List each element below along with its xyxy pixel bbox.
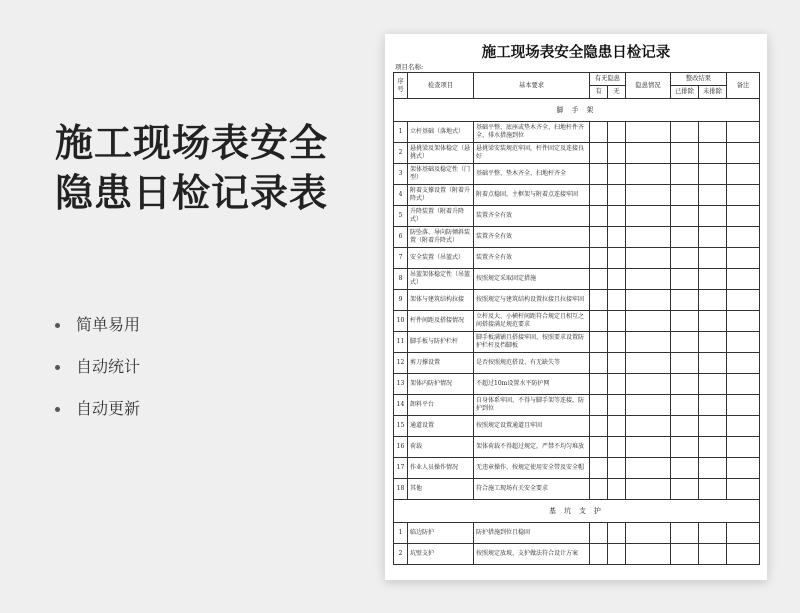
cell-done	[671, 437, 699, 458]
row-item: 吊篮架体稳定性（吊篮式）	[408, 269, 474, 290]
row-requirement: 装置齐全有效	[474, 206, 590, 227]
row-number: 11	[394, 332, 408, 353]
cell-yes	[590, 458, 608, 479]
cell-remark	[727, 227, 760, 248]
row-number: 7	[394, 248, 408, 269]
table-row	[394, 353, 760, 374]
cell-remark	[727, 269, 760, 290]
cell-remark	[727, 374, 760, 395]
cell-situation	[626, 458, 671, 479]
cell-done	[671, 185, 699, 206]
cell-yes	[590, 523, 608, 544]
section-row	[394, 99, 760, 122]
cell-done	[671, 544, 699, 565]
cell-done	[671, 143, 699, 164]
cell-done	[671, 374, 699, 395]
table-row	[394, 544, 760, 565]
cell-situation	[626, 523, 671, 544]
bullet-dot-icon	[55, 407, 60, 412]
cell-no	[608, 164, 626, 185]
cell-situation	[626, 479, 671, 500]
row-item: 防坠落、导向防倾斜装置（附着升降式）	[408, 227, 474, 248]
row-requirement: 附着点稳固，主框架与附着点连接牢固	[474, 185, 590, 206]
cell-remark	[727, 353, 760, 374]
cell-yes	[590, 164, 608, 185]
row-number: 3	[394, 164, 408, 185]
cell-undone	[699, 143, 727, 164]
cell-situation	[626, 290, 671, 311]
section-row	[394, 500, 760, 523]
cell-undone	[699, 311, 727, 332]
cell-situation	[626, 248, 671, 269]
cell-no	[608, 311, 626, 332]
hero-title-line-2: 隐患日检记录表	[55, 171, 329, 215]
row-number: 10	[394, 311, 408, 332]
cell-no	[608, 416, 626, 437]
cell-situation	[626, 416, 671, 437]
cell-situation	[626, 374, 671, 395]
cell-undone	[699, 416, 727, 437]
row-requirement: 架体荷载不得超过规定，严禁不均匀堆放	[474, 437, 590, 458]
bullet-dot-icon	[55, 365, 60, 370]
project-name-label: 项目名称:	[395, 63, 424, 71]
col-situation: 隐患情况	[626, 73, 671, 99]
cell-yes	[590, 437, 608, 458]
row-requirement: 基础平整、垫木齐全、扫地杆齐全	[474, 164, 590, 185]
cell-no	[608, 437, 626, 458]
table-row	[394, 523, 760, 544]
row-item: 坑壁支护	[408, 544, 474, 565]
row-requirement: 悬挑梁安装规范牢固，杆件固定及连接良好	[474, 143, 590, 164]
cell-situation	[626, 206, 671, 227]
row-number: 9	[394, 290, 408, 311]
row-requirement: 按照规定与建筑结构设置拉接且拉接牢固	[474, 290, 590, 311]
row-item: 通道设置	[408, 416, 474, 437]
cell-situation	[626, 122, 671, 143]
document-preview	[385, 34, 767, 580]
cell-situation	[626, 353, 671, 374]
row-requirement: 按照规定放坡、支护做法符合设计方案	[474, 544, 590, 565]
cell-done	[671, 248, 699, 269]
col-item: 检查项目	[408, 73, 474, 99]
row-number: 14	[394, 395, 408, 416]
table-row	[394, 374, 760, 395]
cell-no	[608, 248, 626, 269]
table-row	[394, 269, 760, 290]
feature-label: 自动统计	[76, 357, 141, 376]
cell-undone	[699, 290, 727, 311]
hero-title-line-1: 施工现场表安全	[55, 121, 329, 165]
cell-no	[608, 332, 626, 353]
row-number: 5	[394, 206, 408, 227]
cell-undone	[699, 479, 727, 500]
cell-undone	[699, 227, 727, 248]
cell-undone	[699, 185, 727, 206]
cell-remark	[727, 437, 760, 458]
cell-no	[608, 479, 626, 500]
cell-situation	[626, 269, 671, 290]
cell-yes	[590, 479, 608, 500]
row-item: 临边防护	[408, 523, 474, 544]
row-number: 8	[394, 269, 408, 290]
cell-remark	[727, 479, 760, 500]
table-row	[394, 185, 760, 206]
col-no: 无	[608, 86, 626, 99]
cell-no	[608, 374, 626, 395]
row-requirement: 无违章操作、按规定使用安全带及安全帽	[474, 458, 590, 479]
row-item: 悬挑梁及架体稳定（悬挑式）	[408, 143, 474, 164]
cell-no	[608, 122, 626, 143]
cell-undone	[699, 164, 727, 185]
row-number: 13	[394, 374, 408, 395]
table-row	[394, 206, 760, 227]
row-number: 15	[394, 416, 408, 437]
table-row	[394, 290, 760, 311]
row-item: 其他	[408, 479, 474, 500]
cell-yes	[590, 122, 608, 143]
cell-yes	[590, 143, 608, 164]
cell-no	[608, 269, 626, 290]
col-remark: 备注	[727, 73, 760, 99]
row-requirement: 脚手板满铺且搭接牢固、按照要求设置防护栏杆及挡脚板	[474, 332, 590, 353]
row-requirement: 装置齐全有效	[474, 227, 590, 248]
table-row	[394, 479, 760, 500]
cell-situation	[626, 185, 671, 206]
feature-label: 简单易用	[76, 315, 141, 334]
row-requirement: 防护措施到位且稳固	[474, 523, 590, 544]
col-seq: 序号	[394, 73, 408, 99]
row-item: 架体基础及稳定性（门型）	[408, 164, 474, 185]
hero-title	[55, 118, 328, 218]
cell-undone	[699, 523, 727, 544]
row-requirement: 按照规定设置通道且牢固	[474, 416, 590, 437]
table-row	[394, 143, 760, 164]
cell-undone	[699, 458, 727, 479]
cell-remark	[727, 544, 760, 565]
col-rectify: 整改结果	[671, 73, 727, 86]
cell-situation	[626, 437, 671, 458]
row-item: 架体与建筑结构拉接	[408, 290, 474, 311]
cell-done	[671, 311, 699, 332]
cell-undone	[699, 248, 727, 269]
cell-yes	[590, 311, 608, 332]
col-has-hazard: 有无隐患	[590, 73, 626, 86]
table-row	[394, 227, 760, 248]
bullet-dot-icon	[55, 323, 60, 328]
row-item: 架体内防护情况	[408, 374, 474, 395]
cell-done	[671, 332, 699, 353]
cell-no	[608, 458, 626, 479]
row-requirement: 不超过10m设置水平防护网	[474, 374, 590, 395]
table-row	[394, 122, 760, 143]
cell-remark	[727, 416, 760, 437]
cell-undone	[699, 395, 727, 416]
table-row	[394, 437, 760, 458]
row-item: 作业人员操作情况	[408, 458, 474, 479]
cell-no	[608, 523, 626, 544]
row-requirement: 基础平整、底座或垫木齐全、扫地杆件齐全、排水措施到位	[474, 122, 590, 143]
table-row	[394, 164, 760, 185]
row-item: 荷载	[408, 437, 474, 458]
cell-done	[671, 523, 699, 544]
cell-situation	[626, 164, 671, 185]
row-number: 1	[394, 523, 408, 544]
cell-remark	[727, 311, 760, 332]
row-number: 4	[394, 185, 408, 206]
cell-remark	[727, 206, 760, 227]
cell-undone	[699, 374, 727, 395]
row-requirement: 立杆及大、小横杆间距符合规定且相互之间搭接满足规范要求	[474, 311, 590, 332]
cell-yes	[590, 544, 608, 565]
cell-done	[671, 227, 699, 248]
feature-label: 自动更新	[76, 399, 141, 418]
cell-done	[671, 122, 699, 143]
cell-undone	[699, 437, 727, 458]
cell-yes	[590, 353, 608, 374]
cell-yes	[590, 206, 608, 227]
cell-done	[671, 353, 699, 374]
row-number: 1	[394, 122, 408, 143]
row-item: 立杆基础（落地式）	[408, 122, 474, 143]
row-item: 卸料平台	[408, 395, 474, 416]
row-item: 升降装置（附着升降式）	[408, 206, 474, 227]
row-item: 附着支撑设置（附着升降式）	[408, 185, 474, 206]
cell-yes	[590, 185, 608, 206]
feature-list	[55, 312, 140, 438]
row-number: 6	[394, 227, 408, 248]
document-title: 施工现场表安全隐患日检记录	[481, 44, 671, 61]
cell-done	[671, 290, 699, 311]
col-yes: 有	[590, 86, 608, 99]
cell-yes	[590, 395, 608, 416]
cell-undone	[699, 353, 727, 374]
cell-undone	[699, 544, 727, 565]
row-requirement: 是否按照规范搭设、有无缺失等	[474, 353, 590, 374]
row-item: 杆件间距及搭接情况	[408, 311, 474, 332]
cell-situation	[626, 332, 671, 353]
cell-done	[671, 458, 699, 479]
cell-yes	[590, 269, 608, 290]
cell-yes	[590, 416, 608, 437]
cell-situation	[626, 143, 671, 164]
cell-yes	[590, 227, 608, 248]
cell-done	[671, 269, 699, 290]
table-row	[394, 332, 760, 353]
row-requirement: 符合施工现场有关安全要求	[474, 479, 590, 500]
table-body	[394, 99, 760, 565]
cell-yes	[590, 290, 608, 311]
cell-yes	[590, 332, 608, 353]
row-number: 17	[394, 458, 408, 479]
row-requirement: 自身体系牢固、不得与脚手架等连接，防护到位	[474, 395, 590, 416]
cell-done	[671, 164, 699, 185]
feature-item	[55, 396, 140, 438]
cell-situation	[626, 395, 671, 416]
table-row	[394, 458, 760, 479]
table-row	[394, 311, 760, 332]
cell-remark	[727, 458, 760, 479]
row-number: 2	[394, 143, 408, 164]
table-row	[394, 416, 760, 437]
cell-situation	[626, 227, 671, 248]
cell-no	[608, 544, 626, 565]
cell-done	[671, 479, 699, 500]
cell-situation	[626, 311, 671, 332]
cell-no	[608, 353, 626, 374]
cell-done	[671, 416, 699, 437]
row-requirement: 按照规定采取固定措施	[474, 269, 590, 290]
cell-no	[608, 290, 626, 311]
col-done: 已排除	[671, 86, 699, 99]
cell-no	[608, 143, 626, 164]
row-number: 2	[394, 544, 408, 565]
cell-situation	[626, 544, 671, 565]
cell-no	[608, 227, 626, 248]
cell-remark	[727, 395, 760, 416]
cell-undone	[699, 269, 727, 290]
cell-remark	[727, 164, 760, 185]
row-item: 脚手板与防护栏杆	[408, 332, 474, 353]
cell-remark	[727, 122, 760, 143]
cell-remark	[727, 290, 760, 311]
section-title: 脚 手 架	[394, 99, 760, 122]
table-row	[394, 395, 760, 416]
cell-yes	[590, 248, 608, 269]
col-requirement: 基本要求	[474, 73, 590, 99]
row-number: 12	[394, 353, 408, 374]
row-number: 16	[394, 437, 408, 458]
table-row	[394, 248, 760, 269]
cell-remark	[727, 332, 760, 353]
cell-undone	[699, 206, 727, 227]
row-item: 安全装置（吊篮式）	[408, 248, 474, 269]
cell-remark	[727, 143, 760, 164]
cell-remark	[727, 523, 760, 544]
cell-done	[671, 395, 699, 416]
section-title: 基 坑 支 护	[394, 500, 760, 523]
row-requirement: 装置齐全有效	[474, 248, 590, 269]
cell-done	[671, 206, 699, 227]
col-undone: 未排除	[699, 86, 727, 99]
cell-undone	[699, 332, 727, 353]
cell-no	[608, 185, 626, 206]
inspection-table	[393, 72, 760, 565]
table-header	[394, 73, 760, 99]
cell-yes	[590, 374, 608, 395]
row-number: 18	[394, 479, 408, 500]
cell-remark	[727, 248, 760, 269]
cell-undone	[699, 122, 727, 143]
feature-item	[55, 354, 140, 396]
cell-no	[608, 395, 626, 416]
cell-no	[608, 206, 626, 227]
feature-item	[55, 312, 140, 354]
cell-remark	[727, 185, 760, 206]
row-item: 剪刀撑设置	[408, 353, 474, 374]
